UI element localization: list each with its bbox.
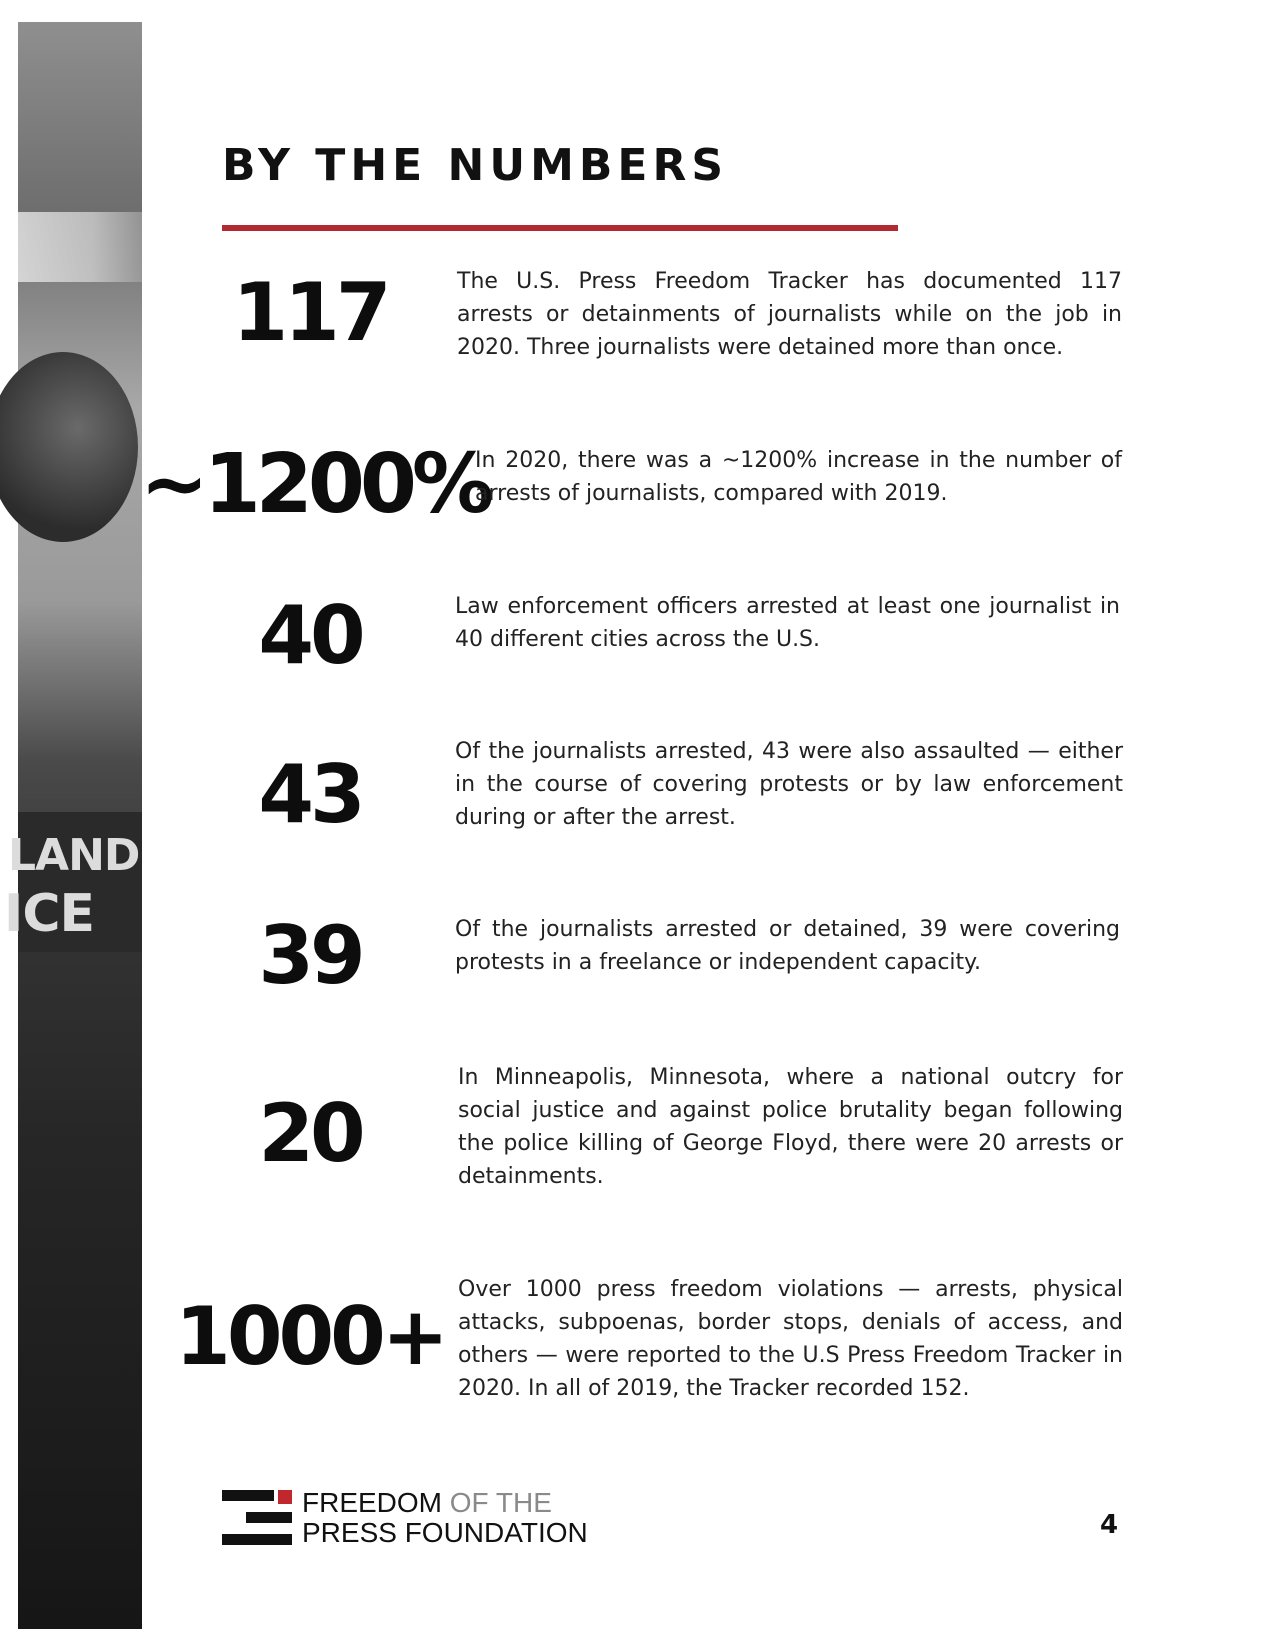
stat-number-40: 40 (258, 589, 362, 682)
stat-text-1000-plus: Over 1000 press freedom violations — arrests, physical attacks, subpoenas, border stops, denials of access, and others — were reported to the U.S Press Freedom Tracker in 2020. In all of 2019, the Tracker recorded 152. (458, 1277, 1123, 1401)
stat-number-20: 20 (258, 1087, 362, 1180)
logo-text-press-foundation: PRESS FOUNDATION (302, 1517, 588, 1548)
page-number: 4 (1100, 1510, 1119, 1540)
stat-text-1200-percent: In 2020, there was a ~1200% increase in the number of arrests of journalists, compared with 2019. (475, 448, 1122, 506)
stat-number-1000-plus: 1000+ (175, 1290, 445, 1383)
logo-text-of-the: OF THE (442, 1487, 552, 1518)
stat-text-40: Law enforcement officers arrested at least one journalist in 40 different cities across the U.S. (455, 594, 1120, 652)
stat-number-1200-percent: ~1200% (140, 437, 490, 532)
photo-patch-text-2: ICE (4, 884, 95, 944)
stat-number-43: 43 (258, 748, 362, 841)
logo-mark-icon (222, 1490, 292, 1546)
stat-number-39: 39 (258, 909, 362, 1002)
stat-number-117: 117 (232, 266, 388, 359)
stat-text-20: In Minneapolis, Minnesota, where a national outcry for social justice and against police brutality began following the police killing of George Floyd, there were 20 arrests or detainments. (458, 1065, 1123, 1189)
logo-wordmark (302, 1488, 588, 1548)
page-title: BY THE NUMBERS (222, 140, 729, 191)
logo-text-freedom: FREEDOM (302, 1487, 442, 1518)
photo-patch-text-1: LAND (8, 830, 140, 881)
title-divider (222, 225, 898, 231)
stat-text-43: Of the journalists arrested, 43 were also assaulted — either in the course of covering protests or by law enforcement during or after the arrest. (455, 739, 1123, 830)
stat-text-117: The U.S. Press Freedom Tracker has documented 117 arrests or detainments of journalists while on the job in 2020. Three journalists were detained more than once. (457, 269, 1122, 360)
photo-light-streak (18, 212, 142, 282)
freedom-of-the-press-foundation-logo (222, 1487, 588, 1550)
side-photo (4, 22, 142, 1629)
photo-helmet-shape (0, 352, 138, 542)
stat-text-39: Of the journalists arrested or detained, 39 were covering protests in a freelance or independent capacity. (455, 917, 1120, 975)
